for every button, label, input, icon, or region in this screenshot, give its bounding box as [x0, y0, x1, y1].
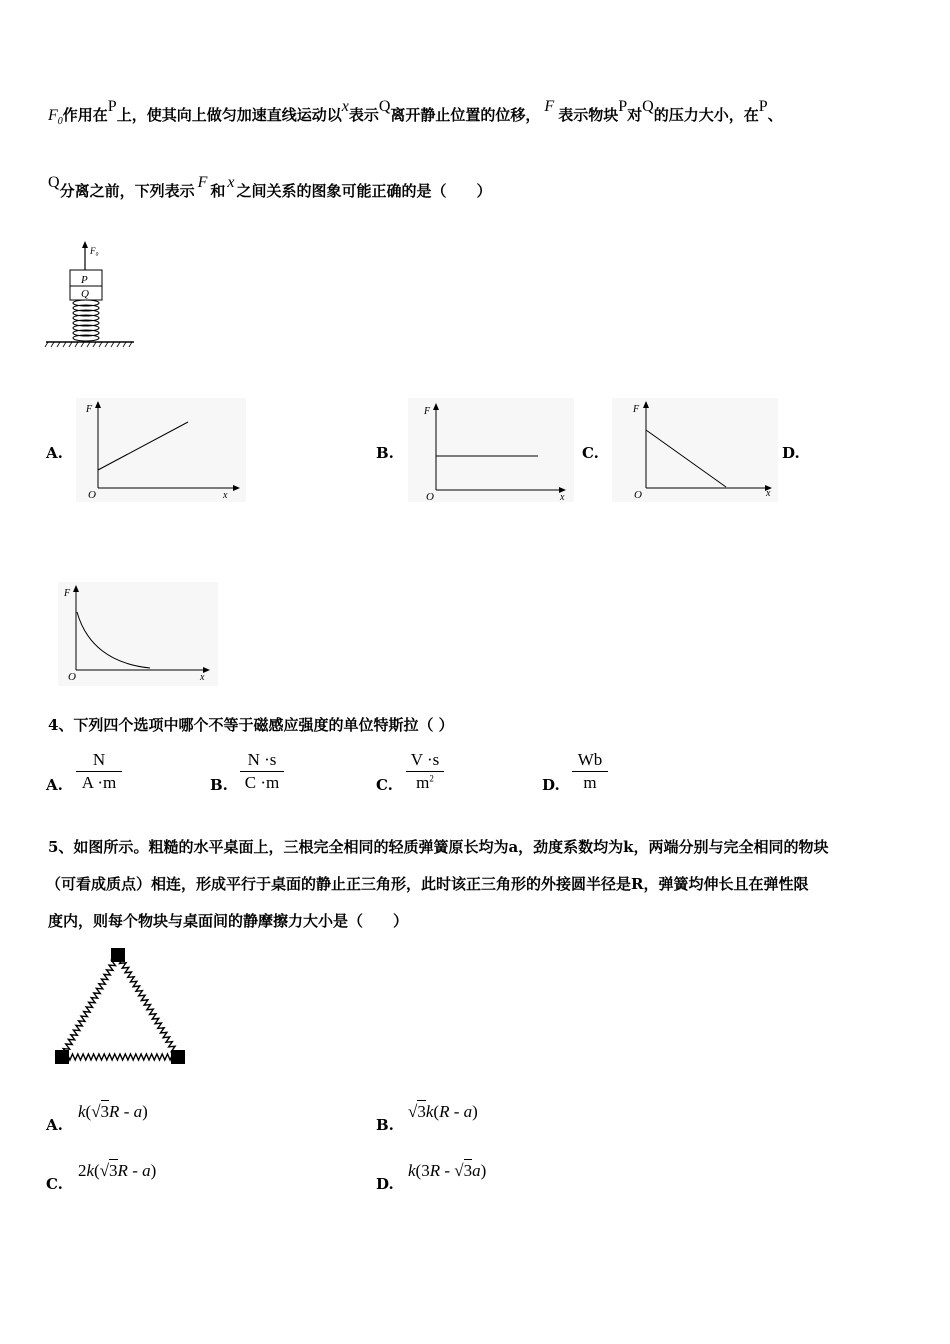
y-axis-label: F: [633, 404, 640, 415]
x-axis-label: x: [766, 488, 771, 499]
spring-coil: [73, 300, 99, 341]
q5-option-d-label[interactable]: D.: [376, 1175, 394, 1193]
y-axis-label: F: [64, 588, 71, 599]
origin-label: O: [88, 489, 96, 501]
origin-label: O: [68, 671, 76, 683]
q3-graph-c[interactable]: [612, 398, 778, 502]
q3-stem-line2: Q分离之前，下列表示 F 和 x 之间关系的图象可能正确的是（ ）: [48, 174, 492, 200]
q3-graph-a[interactable]: [76, 398, 246, 502]
top-block: [111, 948, 125, 962]
q5-stem-line1: 5、如图所示。粗糙的水平桌面上，三根完全相同的轻质弹簧原长均为a，劲度系数均为k，两端分别与完全相同的物块: [48, 838, 829, 856]
q5-stem-line2: （可看成质点）相连，形成平行于桌面的静止正三角形，此时该正三角形的外接圆半径是R，弹簧均伸长且在弹性限: [46, 875, 809, 893]
x-axis-label: x: [560, 492, 565, 502]
origin-label: O: [426, 491, 434, 502]
q4-option-a-label[interactable]: A.: [46, 776, 63, 794]
q4-option-a-fraction[interactable]: N A ·m: [76, 750, 122, 793]
q4-option-c-label[interactable]: C.: [376, 776, 393, 794]
q3-option-d-label[interactable]: D.: [782, 444, 800, 462]
origin-label: O: [634, 489, 642, 501]
y-axis-label: F: [86, 404, 93, 415]
force-label: F₀: [90, 246, 99, 256]
force-arrow-head: [82, 241, 88, 248]
block-q-label: Q: [81, 288, 89, 300]
q3-graph-d[interactable]: [58, 582, 218, 686]
q4-option-d-label[interactable]: D.: [542, 776, 560, 794]
q5-option-a-label[interactable]: A.: [46, 1116, 63, 1134]
sym-F0: $F_0$: [48, 107, 63, 128]
q5-option-a-expr[interactable]: k(√3R - a): [78, 1102, 148, 1121]
q3-option-c-label[interactable]: C.: [582, 444, 599, 462]
q5-stem-line3: 度内，则每个物块与桌面间的静摩擦力大小是（ ）: [48, 912, 409, 930]
x-axis-label: x: [223, 490, 228, 501]
x-axis-label: x: [200, 672, 205, 683]
q4-stem: 4、下列四个选项中哪个不等于磁感应强度的单位特斯拉（ ）: [48, 716, 454, 734]
left-block: [55, 1050, 69, 1064]
q4-option-b-label[interactable]: B.: [210, 776, 228, 794]
q3-option-a-label[interactable]: A.: [46, 444, 63, 462]
q4-option-d-fraction[interactable]: Wb m: [572, 750, 608, 793]
block-p-label: P: [81, 274, 88, 286]
right-block: [171, 1050, 185, 1064]
spring-zigzag: [61, 955, 178, 1060]
q5-option-c-expr[interactable]: 2k(√3R - a): [78, 1161, 157, 1180]
q3-graph-b[interactable]: [408, 398, 574, 502]
spring-triangle-figure: [50, 944, 190, 1068]
y-axis-label: F: [424, 406, 431, 417]
q5-option-d-expr[interactable]: k(3R - √3a): [408, 1161, 487, 1180]
q4-option-c-fraction[interactable]: V ·s $m^2$: [406, 750, 444, 793]
q3-option-b-label[interactable]: B.: [376, 444, 394, 462]
q5-option-b-label[interactable]: B.: [376, 1116, 394, 1134]
q5-option-c-label[interactable]: C.: [46, 1175, 63, 1193]
q4-option-b-fraction[interactable]: N ·s C ·m: [240, 750, 284, 793]
spring-block-figure: [44, 240, 136, 352]
q3-stem-line1: $F_0$作用在P上，使其向上做匀加速直线运动以x表示Q离开静止位置的位移， F 表示物块P对Q的压力大小，在P、: [48, 98, 783, 128]
q5-option-b-expr[interactable]: √3k(R - a): [408, 1102, 478, 1121]
